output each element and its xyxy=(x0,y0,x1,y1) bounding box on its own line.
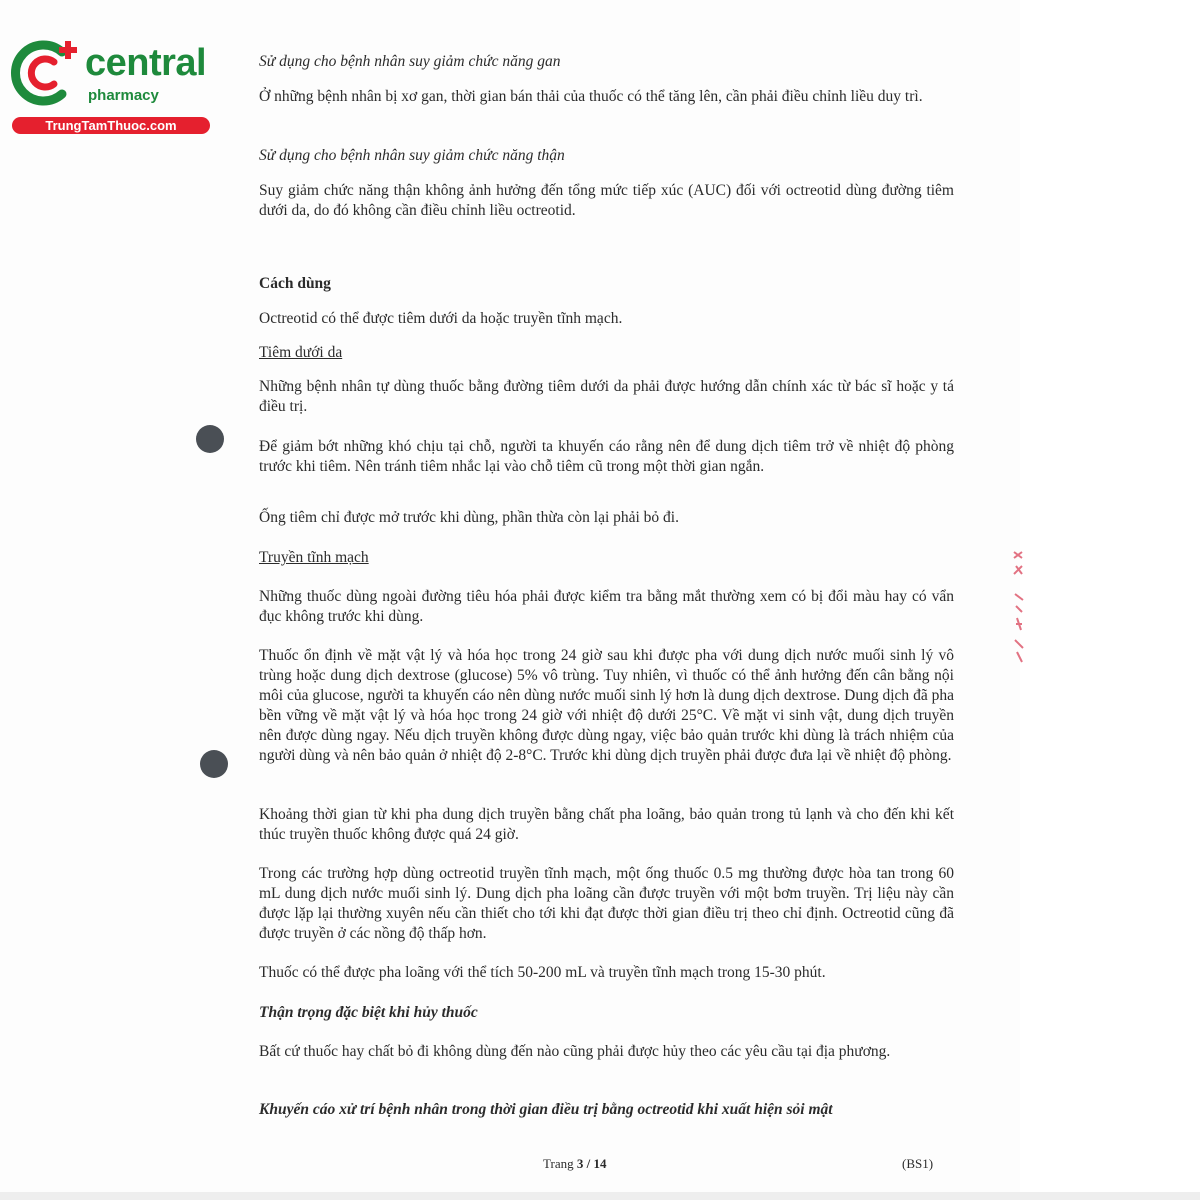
heading-gallstone: Khuyến cáo xử trí bệnh nhân trong thời gian điều trị bằng octreotid khi xuất hiện sỏi mật xyxy=(259,1101,833,1118)
heading-intravenous: Truyền tĩnh mạch xyxy=(259,549,369,566)
red-stamp-mark xyxy=(1008,548,1030,673)
document-code: (BS1) xyxy=(902,1156,934,1171)
heading-usage: Cách dùng xyxy=(259,275,331,292)
heading-liver: Sử dụng cho bệnh nhân suy giảm chức năng gan xyxy=(259,53,561,70)
page-number-value: 3 / 14 xyxy=(576,1156,607,1171)
paragraph-intravenous-5: Thuốc có thể được pha loãng với thể tích 50-200 mL và truyền tĩnh mạch trong 15-30 phút. xyxy=(259,964,826,981)
paragraph-intravenous-1: Những thuốc dùng ngoài đường tiêu hóa phải được kiểm tra bằng mắt thường xem có bị đổi màu hay có vẩn đục không trước khi dùng. xyxy=(259,588,954,625)
paragraph-liver: Ở những bệnh nhân bị xơ gan, thời gian bán thải của thuốc có thể tăng lên, cần phải điều chỉnh liều duy trì. xyxy=(259,88,923,105)
central-pharmacy-logo[interactable] xyxy=(10,38,215,138)
punch-hole xyxy=(200,750,228,778)
page-prefix: Trang xyxy=(543,1156,577,1171)
paragraph-disposal: Bất cứ thuốc hay chất bỏ đi không dùng đến nào cũng phải được hủy theo các yêu cầu tại địa phương. xyxy=(259,1043,891,1060)
logo-brand-name: central xyxy=(85,42,207,84)
logo-subtitle: pharmacy xyxy=(88,87,159,104)
logo-site-url: TrungTamThuoc.com xyxy=(12,117,210,134)
paragraph-subcutaneous-2: Để giảm bớt những khó chịu tại chỗ, người ta khuyến cáo rằng nên để dung dịch tiêm trở về nhiệt độ phòng trước khi tiêm. Nên tránh tiêm nhắc lại vào chỗ tiêm cũ trong một thời gian ngắn. xyxy=(259,438,954,475)
paragraph-intravenous-3: Khoảng thời gian từ khi pha dung dịch truyền bằng chất pha loãng, bảo quản trong tủ lạnh và cho đến khi kết thúc truyền thuốc không được quá 24 giờ. xyxy=(259,806,954,843)
paragraph-usage: Octreotid có thể được tiêm dưới da hoặc truyền tĩnh mạch. xyxy=(259,310,623,327)
paragraph-kidney: Suy giảm chức năng thận không ảnh hưởng đến tổng mức tiếp xúc (AUC) đối với octreotid dùng đường tiêm dưới da, do đó không cần điều chỉnh liều octreotid. xyxy=(259,182,954,219)
paragraph-intravenous-4: Trong các trường hợp dùng octreotid truyền tĩnh mạch, một ống thuốc 0.5 mg thường được hòa tan trong 60 mL dung dịch nước muối sinh lý. Dung dịch pha loãng cần được truyền với một bơm truyền. Trị liệu này cần được lặp lại thường xuyên nếu cần thiết cho tới khi đạt được thời gian điều trị theo chỉ định. Octreotid cũng đã được truyền ở các nồng độ thấp hơn. xyxy=(259,865,954,942)
page-margin xyxy=(1020,0,1200,1200)
logo-emblem-icon xyxy=(10,38,90,113)
heading-kidney: Sử dụng cho bệnh nhân suy giảm chức năng thận xyxy=(259,147,565,164)
paragraph-subcutaneous-1: Những bệnh nhân tự dùng thuốc bằng đường tiêm dưới da phải được hướng dẫn chính xác từ bác sĩ hoặc y tá điều trị. xyxy=(259,378,954,415)
punch-hole xyxy=(196,425,224,453)
paragraph-intravenous-2: Thuốc ổn định về mặt vật lý và hóa học trong 24 giờ sau khi được pha với dung dịch nước muối sinh lý vô trùng hoặc dung dịch dextrose (glucose) 5% vô trùng. Tuy nhiên, vì thuốc có thể ảnh hưởng đến cân bằng nội môi của glucose, người ta khuyến cáo nên dùng nước muối sinh lý hơn là dung dịch dextrose. Dung dịch đã pha bền vững về mặt vật lý và hóa học trong 24 giờ với nhiệt độ dưới 25°C. Về mặt vi sinh vật, dung dịch truyền nên được dùng ngay. Nếu dịch truyền không được dùng ngay, việc bảo quản trước khi dùng là trách nhiệm của người dùng và nên bảo quản ở nhiệt độ 2-8°C. Trước khi dùng dịch truyền phải được đưa lại về nhiệt độ phòng. xyxy=(259,647,954,764)
heading-subcutaneous: Tiêm dưới da xyxy=(259,344,343,361)
page-number xyxy=(543,1156,606,1172)
paragraph-subcutaneous-3: Ống tiêm chỉ được mở trước khi dùng, phần thừa còn lại phải bỏ đi. xyxy=(259,509,679,526)
page-bottom-edge xyxy=(0,1192,1200,1200)
heading-disposal: Thận trọng đặc biệt khi hủy thuốc xyxy=(259,1004,478,1021)
